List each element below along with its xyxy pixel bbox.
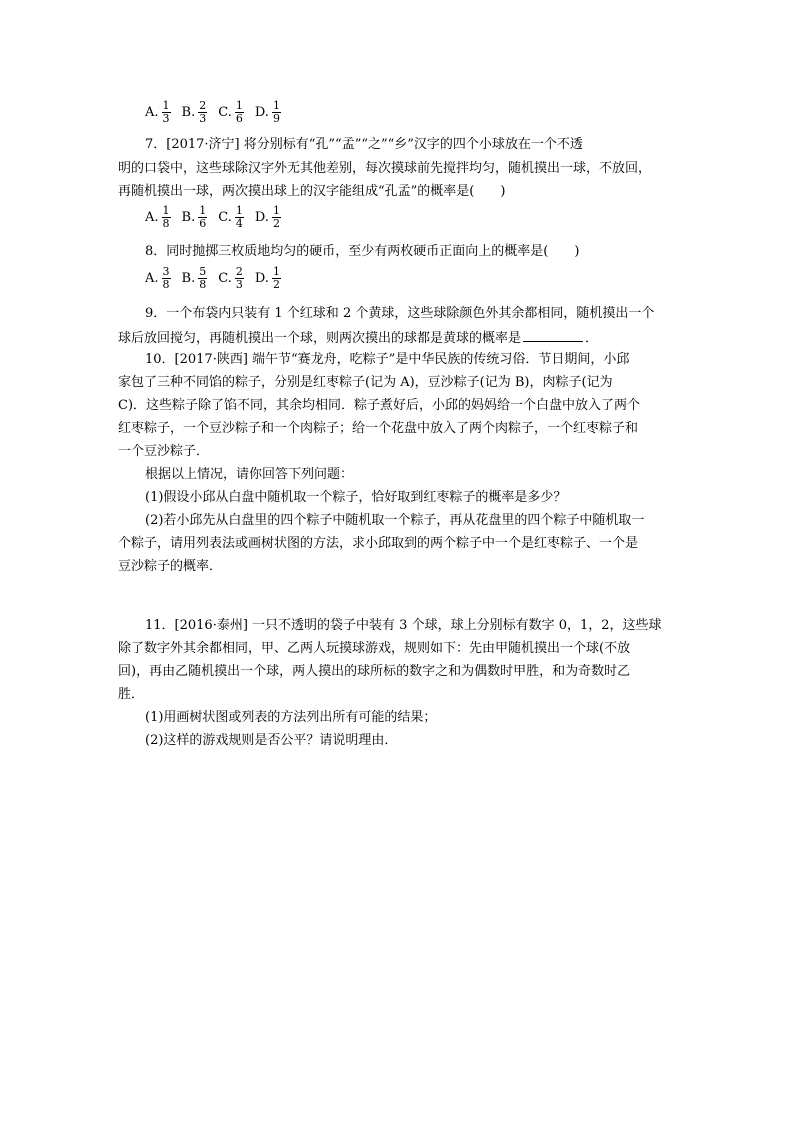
- q8-options: [145, 266, 292, 291]
- q7-options: [145, 205, 292, 230]
- q10-line-6: 根据以上情况，请你回答下列问题：: [145, 467, 354, 482]
- q10-line-5: 一个豆沙粽子．: [118, 444, 210, 459]
- q6-option-d: D. $\frac{1}{9}$: [254, 99, 280, 125]
- q6-option-b: B. $\frac{2}{3}$: [181, 99, 207, 125]
- q10-line-1: 10．[2017·陕西] 端午节“赛龙舟，吃粽子”是中华民族的传统习俗．节日期间，小邱: [145, 352, 630, 367]
- q7-line-2: 明的口袋中，这些球除汉字外无其他差别，每次摸球前先搅拌均匀，随机摸出一球，不放回，: [118, 161, 652, 176]
- q11-line-2: 除了数字外其余都相同，甲、乙两人玩摸球游戏，规则如下：先由甲随机摸出一个球(不放: [118, 641, 631, 656]
- q9-answer-blank: [523, 327, 583, 342]
- q10-line-2: 家包了三种不同馅的粽子，分别是红枣粽子(记为 A)，豆沙粽子(记为 B)，肉粽子(记为: [118, 375, 613, 390]
- q6-option-c: C. $\frac{1}{6}$: [218, 99, 243, 125]
- q8-option-d: D. $\frac{1}{2}$: [254, 265, 280, 291]
- q11-line-1: 11．[2016·泰州] 一只不透明的袋子中装有 3 个球，球上分别标有数字 0，1，2，这些球: [145, 618, 662, 633]
- q10-line-4: 红枣粽子，一个豆沙粽子和一个肉粽子；给一个花盘中放入了两个肉粽子，一个红枣粽子和: [118, 421, 639, 436]
- q10-line-10: 豆沙粽子的概率．: [118, 559, 223, 574]
- q8-option-b: B. $\frac{5}{8}$: [181, 265, 207, 291]
- q7-option-a: A. $\frac{1}{8}$: [145, 204, 170, 230]
- q9-text-after-blank: ．: [585, 331, 599, 346]
- q9-line-1: 9．一个布袋内只装有 1 个红球和 2 个黄球，这些球除颜色外其余都相同，随机摸出一个: [145, 306, 655, 321]
- q11-line-5: (1)用画树状图或列表的方法列出所有可能的结果；: [145, 710, 437, 725]
- q8-option-c: C. $\frac{2}{3}$: [218, 265, 243, 291]
- q11-line-6: (2)这样的游戏规则是否公平？请说明理由．: [145, 733, 398, 748]
- q9-text-before-blank: 球后放回搅匀，再随机摸出一个球，则两次摸出的球都是黄球的概率是: [118, 331, 522, 346]
- q10-line-7: (1)假设小邱从白盘中随机取一个粽子，恰好取到红枣粽子的概率是多少？: [145, 490, 567, 505]
- q11-line-4: 胜．: [118, 687, 145, 702]
- q10-line-9: 个粽子，请用列表法或画树状图的方法，求小邱取到的两个粽子中一个是红枣粽子、一个是: [118, 536, 639, 551]
- q7-line-1: 7．[2017·济宁] 将分别标有“孔”“孟”“之”“乡”汉字的四个小球放在一个不透: [145, 137, 583, 152]
- q9-line-2: [118, 327, 598, 349]
- q10-line-3: C)．这些粽子除了馅不同，其余均相同．粽子煮好后，小邱的妈妈给一个白盘中放入了两个: [118, 398, 641, 413]
- q10-line-8: (2)若小邱先从白盘里的四个粽子中随机取一个粽子，再从花盘里的四个粽子中随机取一: [145, 513, 645, 528]
- q7-option-c: C. $\frac{1}{4}$: [218, 204, 243, 230]
- q7-option-b: B. $\frac{1}{6}$: [181, 204, 207, 230]
- q7-option-d: D. $\frac{1}{2}$: [254, 204, 280, 230]
- q7-line-3: 再随机摸出一球，两次摸出球上的汉字能组成“孔孟”的概率是( ): [118, 184, 506, 199]
- q11-line-3: 回)，再由乙随机摸出一个球，两人摸出的球所标的数字之和为偶数时甲胜，和为奇数时乙: [118, 664, 631, 679]
- q8-option-a: A. $\frac{3}{8}$: [145, 265, 170, 291]
- q6-option-a: A. $\frac{1}{3}$: [145, 99, 170, 125]
- q8-line-1: 8．同时抛掷三枚质地均匀的硬币，至少有两枚硬币正面向上的概率是( ): [145, 244, 580, 259]
- q6-options: [145, 100, 292, 125]
